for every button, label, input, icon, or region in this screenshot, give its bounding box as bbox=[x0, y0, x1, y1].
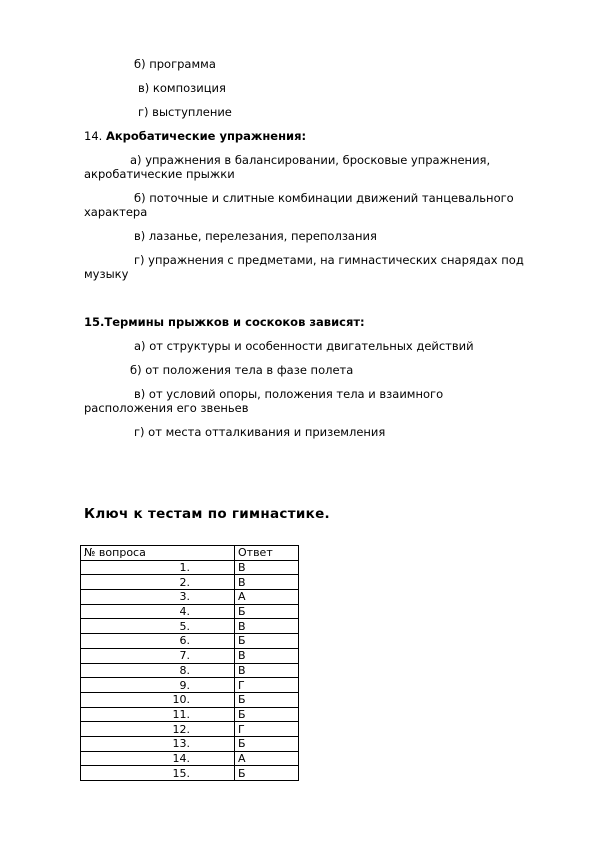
table-row bbox=[81, 648, 299, 663]
answer-cell: В bbox=[235, 575, 299, 590]
table-row bbox=[81, 722, 299, 737]
q15-option-v-line2: расположения его звеньев bbox=[84, 401, 249, 415]
column-header-question: № вопроса bbox=[81, 546, 235, 561]
q14-option-g-line1: г) упражнения с предметами, на гимнастических снарядах под bbox=[134, 253, 524, 267]
answer-cell: В bbox=[235, 560, 299, 575]
answer-cell: Г bbox=[235, 722, 299, 737]
answer-cell: Б bbox=[235, 604, 299, 619]
q15-title: 15.Термины прыжков и соскоков зависят: bbox=[84, 315, 365, 329]
answer-cell: В bbox=[235, 663, 299, 678]
question-number-cell: 12. bbox=[81, 722, 235, 737]
answer-cell: Б bbox=[235, 707, 299, 722]
table-row bbox=[81, 604, 299, 619]
answer-cell: Б bbox=[235, 634, 299, 649]
question-number-cell: 6. bbox=[81, 634, 235, 649]
table-row bbox=[81, 766, 299, 781]
q14-question bbox=[84, 129, 306, 143]
question-number-cell: 11. bbox=[81, 707, 235, 722]
answer-key-table bbox=[80, 545, 299, 781]
question-number-cell: 9. bbox=[81, 678, 235, 693]
answer-cell: Б bbox=[235, 766, 299, 781]
column-header-answer: Ответ bbox=[235, 546, 299, 561]
table-row bbox=[81, 634, 299, 649]
q15-option-b: б) от положения тела в фазе полета bbox=[130, 363, 354, 377]
question-number-cell: 5. bbox=[81, 619, 235, 634]
q15-option-a: а) от структуры и особенности двигательных действий bbox=[134, 339, 474, 353]
question-number-cell: 13. bbox=[81, 736, 235, 751]
q13-option-g: г) выступление bbox=[138, 105, 232, 119]
table-row bbox=[81, 751, 299, 766]
q14-title: Акробатические упражнения: bbox=[105, 129, 307, 143]
table-row bbox=[81, 575, 299, 590]
question-number-cell: 2. bbox=[81, 575, 235, 590]
table-row bbox=[81, 590, 299, 605]
q15-option-g: г) от места отталкивания и приземления bbox=[134, 425, 386, 439]
answer-cell: В bbox=[235, 619, 299, 634]
answer-cell: Б bbox=[235, 692, 299, 707]
q14-option-g-line2: музыку bbox=[84, 267, 129, 281]
q13-option-b: б) программа bbox=[134, 57, 216, 71]
answer-cell: Б bbox=[235, 736, 299, 751]
answer-cell: Г bbox=[235, 678, 299, 693]
q14-option-v: в) лазанье, перелезания, переползания bbox=[134, 229, 377, 243]
table-row bbox=[81, 692, 299, 707]
table-row bbox=[81, 663, 299, 678]
question-number-cell: 14. bbox=[81, 751, 235, 766]
question-number-cell: 15. bbox=[81, 766, 235, 781]
q14-option-b-line2: характера bbox=[84, 205, 148, 219]
question-number-cell: 7. bbox=[81, 648, 235, 663]
question-number-cell: 1. bbox=[81, 560, 235, 575]
table-row bbox=[81, 560, 299, 575]
q14-option-a-line1: а) упражнения в балансировании, бросковые упражнения, bbox=[130, 153, 491, 167]
q14-option-b-line1: б) поточные и слитные комбинации движений танцевального bbox=[134, 191, 514, 205]
q15-option-v-line1: в) от условий опоры, положения тела и взаимного bbox=[134, 387, 444, 401]
q14-number: 14. bbox=[84, 129, 103, 143]
answer-cell: В bbox=[235, 648, 299, 663]
q13-option-v: в) композиция bbox=[138, 81, 226, 95]
question-number-cell: 8. bbox=[81, 663, 235, 678]
answer-key-heading: Ключ к тестам по гимнастике. bbox=[84, 506, 330, 522]
question-number-cell: 4. bbox=[81, 604, 235, 619]
question-number-cell: 10. bbox=[81, 692, 235, 707]
table-row bbox=[81, 678, 299, 693]
question-number-cell: 3. bbox=[81, 590, 235, 605]
answer-cell: А bbox=[235, 590, 299, 605]
table-row bbox=[81, 707, 299, 722]
q14-option-a-line2: акробатические прыжки bbox=[84, 167, 235, 181]
answer-cell: А bbox=[235, 751, 299, 766]
answer-key-header-row bbox=[81, 546, 299, 561]
table-row bbox=[81, 619, 299, 634]
table-row bbox=[81, 736, 299, 751]
